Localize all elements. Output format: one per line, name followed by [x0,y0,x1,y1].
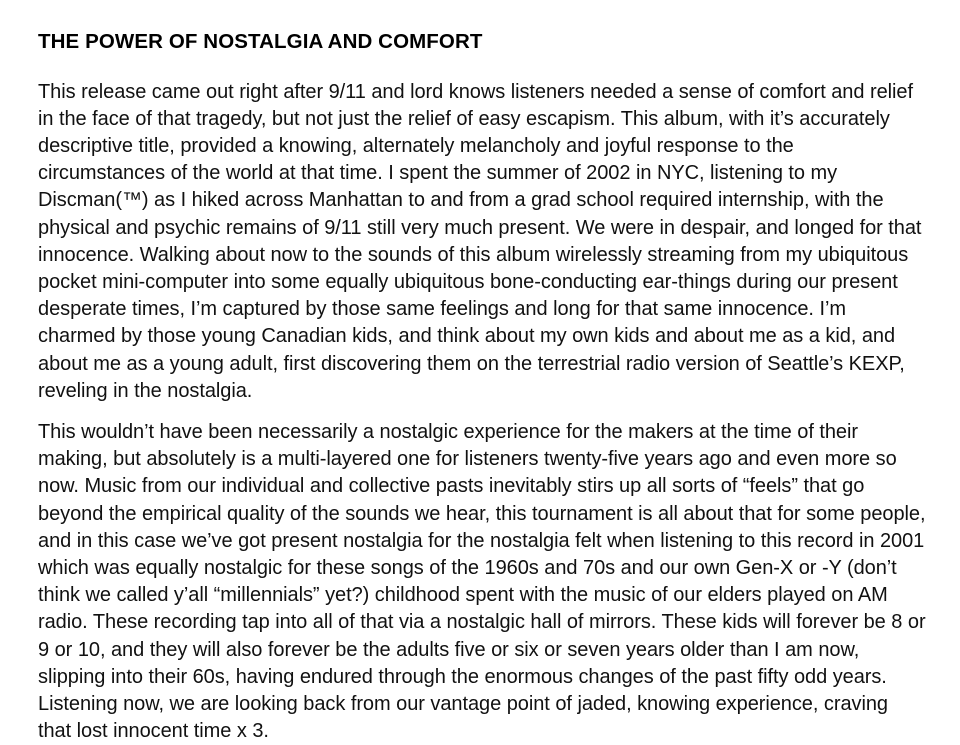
body-paragraph-1: This release came out right after 9/11 and lord knows listeners needed a sense of comfort and relief in the face of that tragedy, but not just the relief of easy escapism. This album, with it’s accurately descriptive title, provided a knowing, alternately melancholy and joyful response to the circumstances of the world at that time. I spent the summer of 2002 in NYC, listening to my Discman(™) as I hiked across Manhattan to and from a grad school required internship, with the physical and psychic remains of 9/11 still very much present. We were in despair, and longed for that innocence. Walking about now to the sounds of this album wirelessly streaming from my ubiquitous pocket mini-computer into some equally ubiquitous bone-conducting ear-things during our present desperate times, I’m captured by those same feelings and long for that same innocence. I’m charmed by those young Canadian kids, and think about my own kids and about me as a kid, and about me as a young adult, first discovering them on the terrestrial radio version of Seattle’s KEXP, reveling in the nostalgia. [38,80,922,402]
heading-body-spacer [38,63,926,79]
page-title: THE POWER OF NOSTALGIA AND COMFORT [38,30,483,53]
body-paragraph-2: This wouldn’t have been necessarily a nostalgic experience for the makers at the time of their making, but absolutely is a multi-layered one for listeners twenty-five years ago and even more so now. Music from our individual and collective pasts inevitably stirs up all sorts of “feels” that go beyond the empirical quality of the sounds we hear, this tournament is all about that for some people, and in this case we’ve got present nostalgia for the nostalgia felt when listening to this record in 2001 which was equally nostalgic for these songs of the 1960s and 70s and our own Gen-X or -Y (don’t think we called y’all “millennials” yet?) childhood spent with the music of our elders played on AM radio. These recording tap into all of that via a nostalgic hall of mirrors. These kids will forever be 8 or 9 or 10, and they will also forever be the adults five or six or seven years older than I am now, slipping into their 60s, having endured through the enormous changes of the past fifty odd years. Listening now, we are looking back from our vantage point of jaded, knowing experience, craving that lost innocent time x 3. [38,421,926,743]
